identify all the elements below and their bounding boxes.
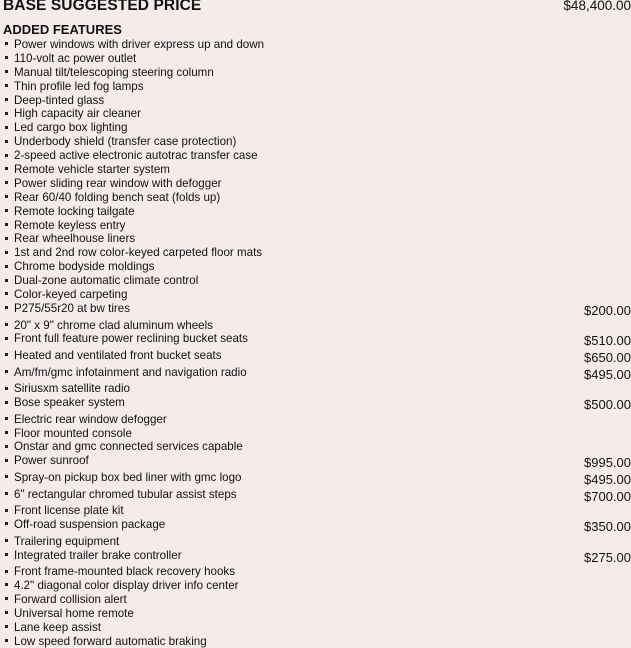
bullet-icon <box>5 597 8 600</box>
feature-item <box>0 607 631 621</box>
feature-item <box>0 94 631 108</box>
bullet-icon <box>5 459 8 462</box>
feature-item <box>0 149 631 163</box>
features-list <box>0 38 631 648</box>
feature-item <box>0 177 631 191</box>
feature-label: Integrated trailer brake controller <box>14 548 182 562</box>
base-price-row <box>0 0 631 13</box>
bullet-icon <box>5 306 8 309</box>
feature-label: Bose speaker system <box>14 396 125 410</box>
feature-label: Trailering equipment <box>14 534 120 548</box>
bullet-icon <box>5 181 8 184</box>
bullet-icon <box>5 492 8 495</box>
feature-label: 110-volt ac power outlet <box>14 51 137 65</box>
feature-label: Front full feature power reclining bucket seats <box>14 332 248 346</box>
feature-item <box>0 219 631 233</box>
bullet-icon <box>5 292 8 295</box>
bullet-icon <box>5 417 8 420</box>
bullet-icon <box>5 583 8 586</box>
feature-item <box>0 260 631 274</box>
feature-item <box>0 535 631 549</box>
feature-item <box>0 319 631 333</box>
feature-item <box>0 332 631 349</box>
feature-item <box>0 191 631 205</box>
feature-label: Power sliding rear window with defogger <box>14 176 222 190</box>
feature-label: Low speed forward automatic braking <box>14 634 207 648</box>
feature-label: Deep-tinted glass <box>14 93 105 107</box>
feature-price: $700.00 <box>584 488 631 504</box>
feature-label: Forward collision alert <box>14 592 127 606</box>
feature-label: Onstar and gmc connected services capable <box>14 440 243 454</box>
feature-item <box>0 454 631 471</box>
feature-item <box>0 440 631 454</box>
bullet-icon <box>5 223 8 226</box>
feature-item <box>0 288 631 302</box>
feature-price: $275.00 <box>584 549 631 565</box>
bullet-icon <box>5 126 8 129</box>
feature-item <box>0 366 631 383</box>
feature-price: $495.00 <box>584 471 631 487</box>
feature-label: Remote keyless entry <box>14 218 126 232</box>
bullet-icon <box>5 370 8 373</box>
feature-label: Remote locking tailgate <box>14 204 135 218</box>
feature-label: Front frame-mounted black recovery hooks <box>14 565 236 579</box>
feature-price: $350.00 <box>584 519 631 535</box>
feature-item <box>0 413 631 427</box>
bullet-icon <box>5 237 8 240</box>
bullet-icon <box>5 112 8 115</box>
feature-item <box>0 80 631 94</box>
bullet-icon <box>5 251 8 254</box>
feature-label: Power sunroof <box>14 454 89 468</box>
bullet-icon <box>5 154 8 157</box>
feature-item <box>0 349 631 366</box>
feature-label: Led cargo box lighting <box>14 121 128 135</box>
bullet-icon <box>5 98 8 101</box>
feature-label: Floor mounted console <box>14 426 132 440</box>
feature-price: $200.00 <box>584 302 631 318</box>
bullet-icon <box>5 337 8 340</box>
bullet-icon <box>5 611 8 614</box>
feature-label: Color-keyed carpeting <box>14 288 128 302</box>
feature-label: Underbody shield (transfer case protection) <box>14 135 237 149</box>
feature-label: P275/55r20 at bw tires <box>14 301 131 315</box>
feature-item <box>0 621 631 635</box>
feature-item <box>0 579 631 593</box>
feature-label: 6" rectangular chromed tubular assist steps <box>14 487 237 501</box>
added-features-title: ADDED FEATURES <box>3 22 122 37</box>
feature-label: Universal home remote <box>14 606 134 620</box>
feature-item <box>0 66 631 80</box>
bullet-icon <box>5 167 8 170</box>
feature-item <box>0 52 631 66</box>
feature-item <box>0 382 631 396</box>
feature-item <box>0 302 631 319</box>
feature-label: Thin profile led fog lamps <box>14 79 144 93</box>
base-price-title: BASE SUGGESTED PRICE <box>3 0 202 14</box>
bullet-icon <box>5 431 8 434</box>
feature-item <box>0 488 631 505</box>
feature-label: Lane keep assist <box>14 620 102 634</box>
feature-item <box>0 38 631 52</box>
bullet-icon <box>5 522 8 525</box>
bullet-icon <box>5 70 8 73</box>
feature-price: $995.00 <box>584 455 631 471</box>
feature-item <box>0 504 631 518</box>
base-price-value: $48,400.00 <box>563 0 631 13</box>
feature-label: Dual-zone automatic climate control <box>14 274 199 288</box>
bullet-icon <box>5 625 8 628</box>
feature-label: 1st and 2nd row color-keyed carpeted floor mats <box>14 246 263 260</box>
bullet-icon <box>5 42 8 45</box>
feature-item <box>0 427 631 441</box>
feature-label: 20" x 9" chrome clad aluminum wheels <box>14 318 213 332</box>
bullet-icon <box>5 539 8 542</box>
feature-item <box>0 549 631 566</box>
feature-price: $500.00 <box>584 397 631 413</box>
feature-label: Front license plate kit <box>14 504 124 518</box>
bullet-icon <box>5 209 8 212</box>
bullet-icon <box>5 445 8 448</box>
feature-label: Spray-on pickup box bed liner with gmc logo <box>14 470 242 484</box>
bullet-icon <box>5 265 8 268</box>
feature-item <box>0 471 631 488</box>
feature-label: Heated and ventilated front bucket seats <box>14 349 222 362</box>
feature-label: High capacity air cleaner <box>14 107 141 121</box>
feature-label: Off-road suspension package <box>14 518 166 532</box>
feature-label: Rear 60/40 folding bench seat (folds up) <box>14 190 221 204</box>
bullet-icon <box>5 387 8 390</box>
feature-item <box>0 232 631 246</box>
bullet-icon <box>5 323 8 326</box>
feature-label: Siriusxm satellite radio <box>14 382 130 396</box>
feature-label: Chrome bodyside moldings <box>14 260 155 274</box>
bullet-icon <box>5 475 8 478</box>
bullet-icon <box>5 570 8 573</box>
bullet-icon <box>5 56 8 59</box>
bullet-icon <box>5 195 8 198</box>
feature-item <box>0 518 631 535</box>
bullet-icon <box>5 553 8 556</box>
feature-price: $650.00 <box>584 350 631 365</box>
bullet-icon <box>5 84 8 87</box>
feature-item <box>0 274 631 288</box>
feature-item <box>0 396 631 413</box>
feature-item <box>0 121 631 135</box>
feature-item <box>0 163 631 177</box>
bullet-icon <box>5 279 8 282</box>
bullet-icon <box>5 353 8 356</box>
feature-item <box>0 635 631 648</box>
feature-item <box>0 246 631 260</box>
feature-label: Rear wheelhouse liners <box>14 232 136 246</box>
feature-item <box>0 205 631 219</box>
feature-price: $495.00 <box>584 366 631 382</box>
bullet-icon <box>5 509 8 512</box>
feature-label: Power windows with driver express up and down <box>14 38 265 51</box>
feature-label: Remote vehicle starter system <box>14 163 170 177</box>
bullet-icon <box>5 401 8 404</box>
bullet-icon <box>5 140 8 143</box>
feature-item <box>0 593 631 607</box>
feature-price: $510.00 <box>584 333 631 349</box>
feature-label: Manual tilt/telescoping steering column <box>14 65 214 79</box>
feature-label: Electric rear window defogger <box>14 412 167 426</box>
feature-label: 2-speed active electronic autotrac transfer case <box>14 149 258 163</box>
bullet-icon <box>5 639 8 642</box>
feature-item <box>0 135 631 149</box>
feature-item <box>0 107 631 121</box>
feature-label: 4.2" diagonal color display driver info center <box>14 578 239 592</box>
feature-label: Am/fm/gmc infotainment and navigation radio <box>14 365 247 379</box>
feature-item <box>0 565 631 579</box>
